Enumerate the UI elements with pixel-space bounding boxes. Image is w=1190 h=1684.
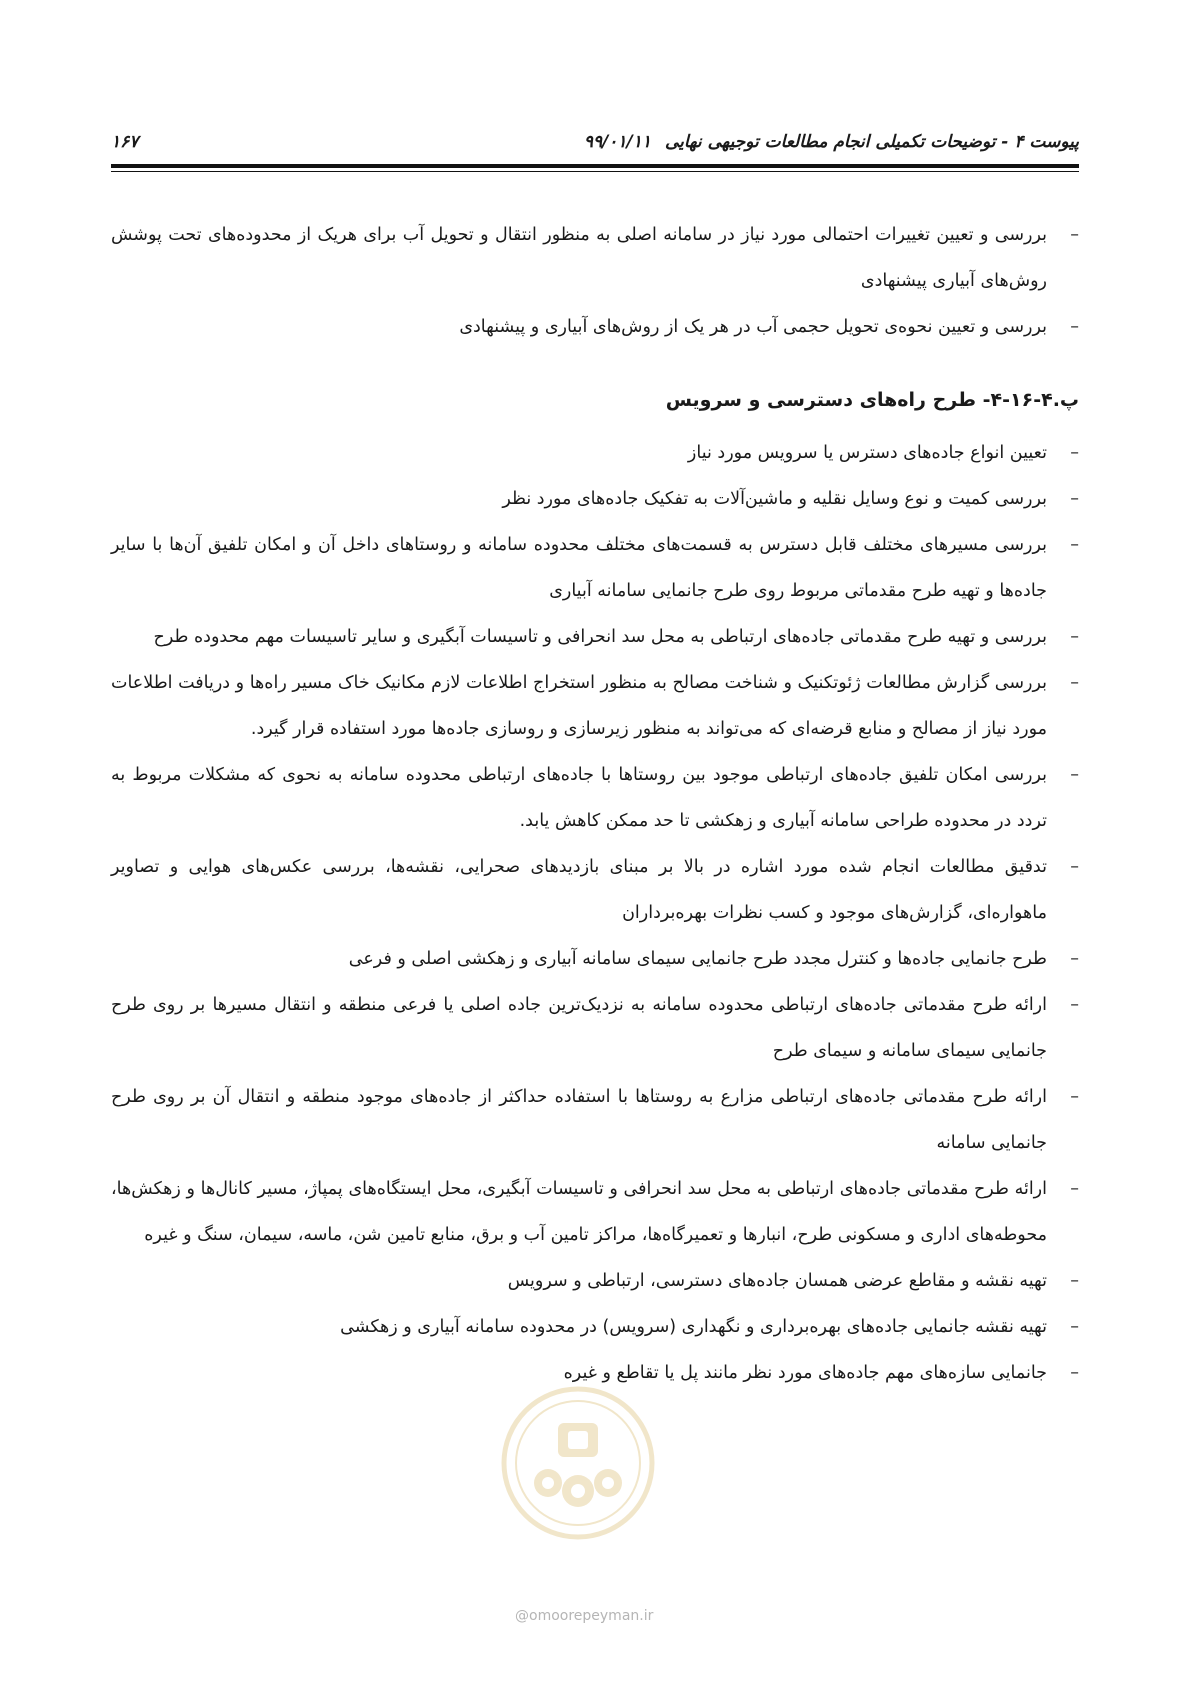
list-item-text: تهیه نقشه جانمایی جاده‌های بهره‌برداری و نگهداری (سرویس) در محدوده سامانه آبیاری و زهکشی xyxy=(340,1317,1047,1337)
list-item-text: بررسی و تعیین نحوه‌ی تحویل حجمی آب در هر یک از روش‌های آبیاری و پیشنهادی xyxy=(459,317,1047,337)
list-item xyxy=(111,752,1079,844)
dash-bullet-icon: – xyxy=(1070,489,1079,509)
dash-bullet-icon: – xyxy=(1070,443,1079,463)
dash-bullet-icon: – xyxy=(1070,949,1079,969)
dash-bullet-icon: – xyxy=(1070,535,1079,555)
dash-bullet-icon: – xyxy=(1070,317,1079,337)
dash-bullet-icon: – xyxy=(1070,857,1079,877)
watermark-seal-icon xyxy=(498,1383,658,1543)
dash-bullet-icon: – xyxy=(1070,1271,1079,1291)
list-item xyxy=(111,660,1079,752)
list-item-text: ارائه طرح مقدماتی جاده‌های ارتباطی به محل سد انحرافی و تاسیسات آبگیری، محل ایستگاه‌های پمپاژ، مسیر کانال‌ها و زهکش‌ها، محوطه‌های اداری و مسکونی طرح، انبارها و تعمیرگاه‌ها، مراکز تامین آب و برق، منابع تامین شن، ماسه، سیمان، سنگ و غیره xyxy=(111,1179,1047,1245)
list-item-text: بررسی و تعیین تغییرات احتمالی مورد نیاز در سامانه اصلی به منظور انتقال و تحویل آب برای هریک از محدوده‌های تحت پوشش روش‌های آبیاری پیشنهادی xyxy=(111,225,1047,291)
list-item-text: تهیه نقشه و مقاطع عرضی همسان جاده‌های دسترسی، ارتباطی و سرویس xyxy=(507,1271,1047,1291)
section-list xyxy=(111,430,1079,1396)
list-item xyxy=(111,1304,1079,1350)
list-item xyxy=(111,304,1079,350)
list-item-text: بررسی مسیرهای مختلف قابل دسترس به قسمت‌های مختلف محدوده سامانه و روستاهای داخل آن و امکان تلفیق آن‌ها با سایر جاده‌ها و تهیه طرح مقدماتی مربوط روی طرح جانمایی سامانه آبیاری xyxy=(111,535,1047,601)
header-rule-thin xyxy=(111,171,1079,172)
list-item-text: بررسی گزارش مطالعات ژئوتکنیک و شناخت مصالح به منظور استخراج اطلاعات لازم مکانیک خاک مسیر راه‌ها و دریافت اطلاعات مورد نیاز از مصالح و منابع قرضه‌ای که می‌تواند به منظور زیرسازی و روسازی جاده‌ها مورد استفاده قرار گیرد. xyxy=(111,673,1047,739)
list-item-text: بررسی امکان تلفیق جاده‌های ارتباطی موجود بین روستاها با جاده‌های ارتباطی محدوده سامانه به نحوی که مشکلات مربوط به تردد در محدوده طراحی سامانه آبیاری و زهکشی تا حد ممکن کاهش یابد. xyxy=(111,765,1047,831)
list-item xyxy=(111,1258,1079,1304)
dash-bullet-icon: – xyxy=(1070,765,1079,785)
list-item-text: ارائه طرح مقدماتی جاده‌های ارتباطی مزارع به روستاها با استفاده حداکثر از جاده‌های موجود منطقه و انتقال آن بر روی طرح جانمایی سامانه xyxy=(111,1087,1047,1153)
header-title-block xyxy=(584,132,1079,152)
watermark-url: @omoorepeyman.ir xyxy=(515,1608,654,1624)
list-item-text: جانمایی سازه‌های مهم جاده‌های مورد نظر مانند پل یا تقاطع و غیره xyxy=(563,1363,1047,1383)
header-title: پیوست ۴ - توضیحات تکمیلی انجام مطالعات توجیهی نهایی xyxy=(665,132,1079,152)
header-date: ۹۹/۰۱/۱۱ xyxy=(583,132,652,152)
list-item-text: ارائه طرح مقدماتی جاده‌های ارتباطی محدوده سامانه به نزدیک‌ترین جاده اصلی یا فرعی منطقه و انتقال مسیرها بر روی طرح جانمایی سیمای سامانه و سیمای طرح xyxy=(111,995,1047,1061)
dash-bullet-icon: – xyxy=(1070,225,1079,245)
list-item xyxy=(111,430,1079,476)
list-item xyxy=(111,844,1079,936)
list-item xyxy=(111,1074,1079,1166)
intro-list xyxy=(111,212,1079,350)
section-heading: پ.۴-۱۶-۴- طرح راه‌های دسترسی و سرویس xyxy=(665,389,1079,411)
dash-bullet-icon: – xyxy=(1070,1087,1079,1107)
list-item xyxy=(111,522,1079,614)
list-item-text: تعیین انواع جاده‌های دسترس یا سرویس مورد نیاز xyxy=(687,443,1047,463)
dash-bullet-icon: – xyxy=(1070,1363,1079,1383)
list-item xyxy=(111,982,1079,1074)
dash-bullet-icon: – xyxy=(1070,1179,1079,1199)
list-item-text: بررسی و تهیه طرح مقدماتی جاده‌های ارتباطی به محل سد انحرافی و تاسیسات آبگیری و سایر تاسیسات مهم محدوده طرح xyxy=(153,627,1047,647)
list-item xyxy=(111,614,1079,660)
header-rule-thick xyxy=(111,164,1079,168)
document-body xyxy=(111,212,1079,1396)
list-item-text: طرح جانمایی جاده‌ها و کنترل مجدد طرح جانمایی سیمای سامانه آبیاری و زهکشی اصلی و فرعی xyxy=(348,949,1047,969)
dash-bullet-icon: – xyxy=(1070,1317,1079,1337)
dash-bullet-icon: – xyxy=(1070,673,1079,693)
list-item xyxy=(111,936,1079,982)
list-item-text: تدقیق مطالعات انجام شده مورد اشاره در بالا بر مبنای بازدیدهای صحرایی، نقشه‌ها، بررسی عکس‌های هوایی و تصاویر ماهواره‌ای، گزارش‌های موجود و کسب نظرات بهره‌برداران xyxy=(111,857,1047,923)
list-item xyxy=(111,476,1079,522)
dash-bullet-icon: – xyxy=(1070,627,1079,647)
list-item-text: بررسی کمیت و نوع وسایل نقلیه و ماشین‌آلات به تفکیک جاده‌های مورد نظر xyxy=(502,489,1047,509)
list-item xyxy=(111,212,1079,304)
dash-bullet-icon: – xyxy=(1070,995,1079,1015)
page-number: ۱۶۷ xyxy=(111,132,139,152)
page-header xyxy=(111,128,1079,156)
list-item xyxy=(111,1166,1079,1258)
